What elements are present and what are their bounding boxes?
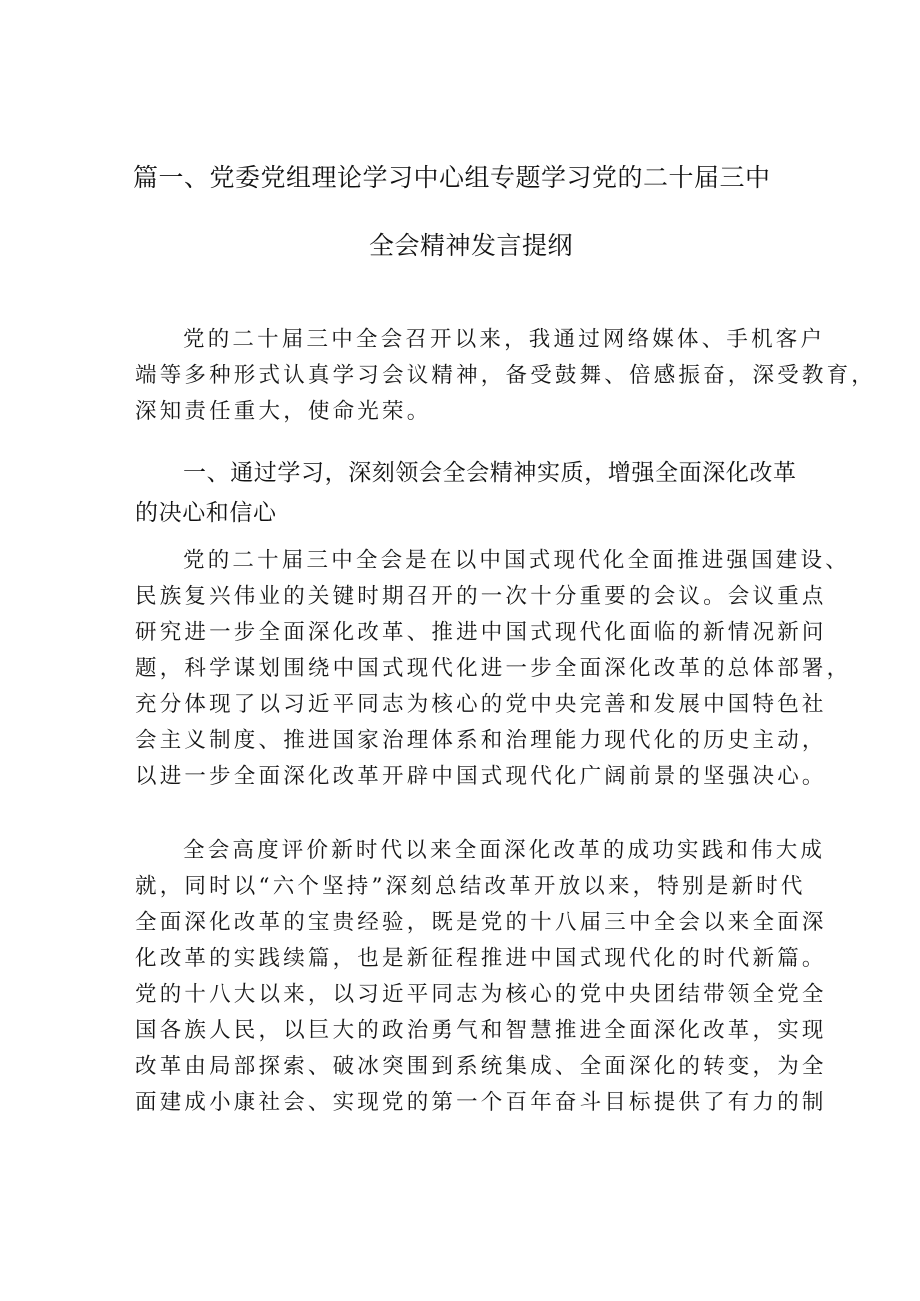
paragraph-line: 会主义制度、推进国家治理体系和治理能力现代化的历史主动， xyxy=(135,728,827,753)
document-title-line-1: 篇一、党委党组理论学习中心组专题学习党的二十届三中 xyxy=(133,163,771,192)
heading-line: 一、通过学习，深刻领会全会精神实质，增强全面深化改革 xyxy=(183,460,797,486)
paragraph-line: 改革由局部探索、破冰突围到系统集成、全面深化的转变，为全 xyxy=(135,1054,827,1079)
paragraph-line: 充分体现了以习近平同志为核心的党中央完善和发展中国特色社 xyxy=(135,692,827,717)
paragraph-line: 全会高度评价新时代以来全面深化改革的成功实践和伟大成 xyxy=(183,838,826,863)
paragraph-line: 以进一步全面深化改革开辟中国式现代化广阔前景的坚强决心。 xyxy=(135,764,827,789)
paragraph-line: 深知责任重大，使命光荣。 xyxy=(135,399,432,424)
paragraph-line: 民族复兴伟业的关键时期召开的一次十分重要的会议。会议重点 xyxy=(135,584,827,609)
paragraph-line: 题，科学谋划围绕中国式现代化进一步全面深化改革的总体部署， xyxy=(135,656,852,681)
paragraph-reform-achievements xyxy=(135,833,827,1121)
heading-line: 的决心和信心 xyxy=(135,500,277,526)
paragraph-line: 党的二十届三中全会召开以来，我通过网络媒体、手机客户 xyxy=(183,327,826,352)
document-title-line-2: 全会精神发言提纲 xyxy=(369,231,574,260)
paragraph-line: 党的二十届三中全会是在以中国式现代化全面推进强国建设、 xyxy=(183,548,850,573)
section-heading-1 xyxy=(135,453,797,533)
paragraph-line: 研究进一步全面深化改革、推进中国式现代化面临的新情况新问 xyxy=(135,620,827,645)
paragraph-line: 就，同时以“六个坚持”深刻总结改革开放以来，特别是新时代 xyxy=(135,874,806,899)
paragraph-plenary-overview xyxy=(135,543,852,795)
paragraph-line: 化改革的实践续篇，也是新征程推进中国式现代化的时代新篇。 xyxy=(135,946,827,971)
paragraph-line: 全面深化改革的宝贵经验，既是党的十八届三中全会以来全面深 xyxy=(135,910,827,935)
paragraph-line: 端等多种形式认真学习会议精神，备受鼓舞、倍感振奋，深受教育， xyxy=(135,363,877,388)
paragraph-intro xyxy=(135,322,877,430)
paragraph-line: 党的十八大以来，以习近平同志为核心的党中央团结带领全党全 xyxy=(135,982,827,1007)
paragraph-line: 国各族人民，以巨大的政治勇气和智慧推进全面深化改革，实现 xyxy=(135,1018,827,1043)
paragraph-line: 面建成小康社会、实现党的第一个百年奋斗目标提供了有力的制 xyxy=(135,1090,827,1115)
